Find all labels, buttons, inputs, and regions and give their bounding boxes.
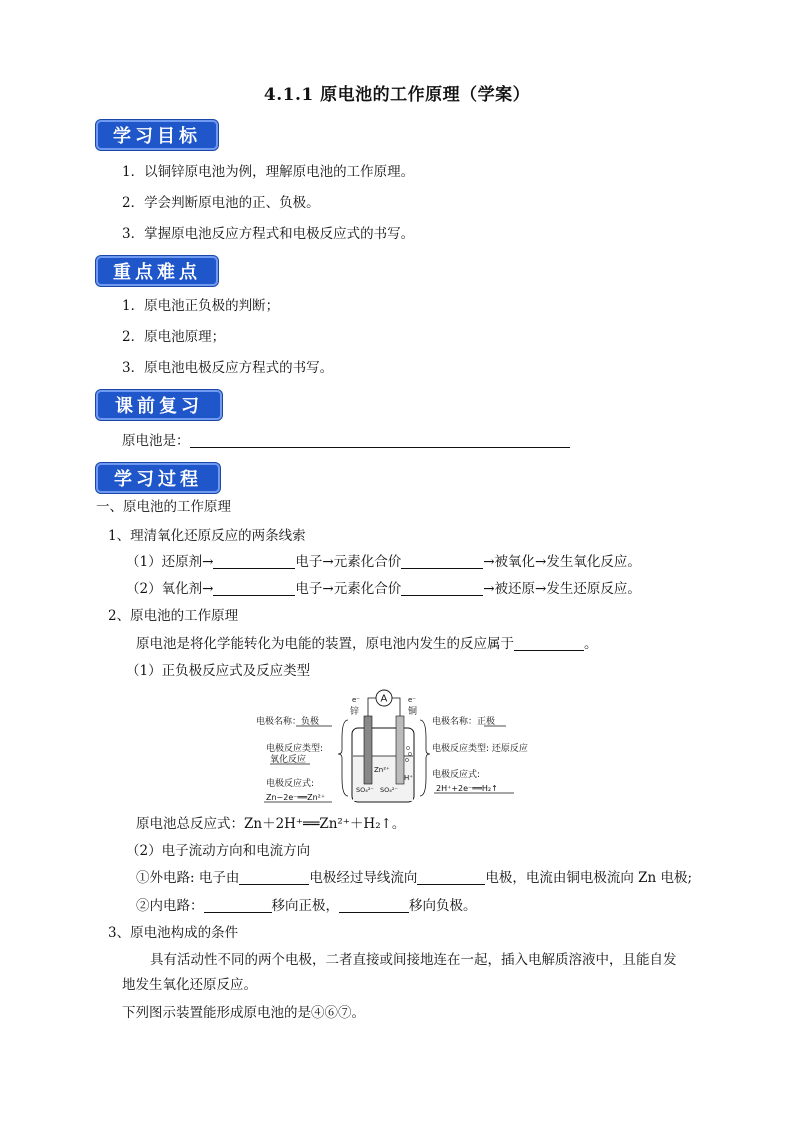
- ion-so4: SO₄²⁻: [380, 786, 398, 794]
- subheading-2: （2）电子流动方向和电流方向: [126, 843, 311, 859]
- condition-text-2: 地发生氧化还原反应。: [122, 977, 257, 993]
- redox-line-1: [126, 553, 641, 571]
- section-banner-review: 课前复习: [96, 390, 222, 420]
- copper-label: 铜: [408, 707, 418, 717]
- answer-blank[interactable]: [213, 581, 295, 596]
- text: 移向正极，: [271, 898, 339, 914]
- answer-blank[interactable]: [204, 898, 272, 913]
- condition-text-3: 下列图示装置能形成原电池的是④⑥⑦。: [122, 1005, 365, 1021]
- right-type: 电极反应类型: 还原反应: [432, 744, 528, 754]
- goal-item: 1．以铜锌原电池为例，理解原电池的工作原理。: [122, 164, 415, 180]
- subheading-1: （1）正负极反应式及反应类型: [126, 663, 311, 679]
- review-prompt: 原电池是：: [122, 433, 190, 449]
- text: 移向负极。: [409, 898, 477, 914]
- electron-label: e⁻: [352, 696, 361, 704]
- ion-h: H⁺: [404, 774, 413, 782]
- left-electrode-name: 电极名称：负极: [256, 717, 320, 727]
- keypoint-item: 2．原电池原理；: [122, 329, 226, 345]
- right-equation: 2H⁺+2e⁻══H₂↑: [436, 784, 498, 793]
- ammeter-icon: A: [380, 693, 388, 705]
- redox-line-2: [126, 580, 641, 598]
- text: →被还原→发生还原反应。: [483, 581, 641, 597]
- text: →被氧化→发生氧化反应。: [483, 554, 641, 570]
- text: 电子→元素化合价: [295, 554, 402, 570]
- heading-1-1: 1、理清氧化还原反应的两条线索: [108, 528, 306, 544]
- answer-blank[interactable]: [514, 636, 584, 651]
- zinc-label: 锌: [350, 707, 360, 717]
- external-circuit-line: [136, 869, 692, 887]
- page-title: 4.1.1 原电池的工作原理（学案）: [263, 85, 531, 105]
- right-eq-label: 电极反应式:: [432, 770, 481, 780]
- section-banner-process: 学习过程: [96, 463, 220, 493]
- answer-blank[interactable]: [417, 870, 485, 885]
- galvanic-cell-diagram: [252, 688, 552, 808]
- answer-blank[interactable]: [239, 870, 309, 885]
- answer-blank[interactable]: [190, 433, 570, 448]
- text: 原电池是将化学能转化为电能的装置，原电池内发生的反应属于: [136, 636, 514, 652]
- answer-blank[interactable]: [339, 898, 409, 913]
- text: ②内电路：: [136, 898, 204, 914]
- text: （1）还原剂→: [126, 554, 214, 570]
- goal-item: 2．学会判断原电池的正、负极。: [122, 195, 320, 211]
- text: 电极，电流由铜电极流向 Zn 电极;: [485, 870, 693, 886]
- heading-1-2: 2、原电池的工作原理: [108, 608, 239, 624]
- left-equation: Zn−2e⁻══Zn²⁺: [266, 793, 326, 802]
- text: 电子→元素化合价: [295, 581, 402, 597]
- text: 。: [584, 636, 598, 652]
- heading-1-3: 3、原电池构成的条件: [108, 925, 239, 941]
- goal-item: 3．掌握原电池反应方程式和电极反应式的书写。: [122, 226, 415, 242]
- left-eq-label: 电极反应式:: [266, 779, 315, 789]
- ion-zn: Zn²⁺: [374, 766, 390, 774]
- internal-circuit-line: [136, 897, 477, 915]
- heading-1: 一、原电池的工作原理: [96, 499, 231, 515]
- principle-line: [136, 635, 598, 653]
- condition-text-1: 具有活动性不同的两个电极，二者直接或间接地连在一起，插入电解质溶液中，且能自发: [150, 952, 677, 968]
- review-line: [122, 432, 570, 450]
- electron-label: e⁻: [408, 696, 417, 704]
- answer-blank[interactable]: [213, 554, 295, 569]
- keypoint-item: 1．原电池正负极的判断；: [122, 298, 280, 314]
- keypoint-item: 3．原电池电极反应方程式的书写。: [122, 360, 334, 376]
- text: （2）氧化剂→: [126, 581, 214, 597]
- answer-blank[interactable]: [401, 554, 483, 569]
- section-banner-goals: 学习目标: [96, 120, 218, 150]
- left-type: 氧化反应: [270, 755, 307, 765]
- total-reaction: 原电池总反应式：Zn＋2H⁺══Zn²⁺＋H₂↑。: [136, 816, 406, 832]
- answer-blank[interactable]: [401, 581, 483, 596]
- text: 电极经过导线流向: [309, 870, 418, 886]
- section-banner-keypoints: 重点难点: [96, 256, 218, 286]
- left-type-label: 电极反应类型:: [266, 744, 324, 754]
- ion-so4: SO₄²⁻: [356, 786, 374, 794]
- text: ①外电路: 电子由: [136, 870, 240, 886]
- right-electrode-name: 电极名称：正极: [432, 717, 496, 727]
